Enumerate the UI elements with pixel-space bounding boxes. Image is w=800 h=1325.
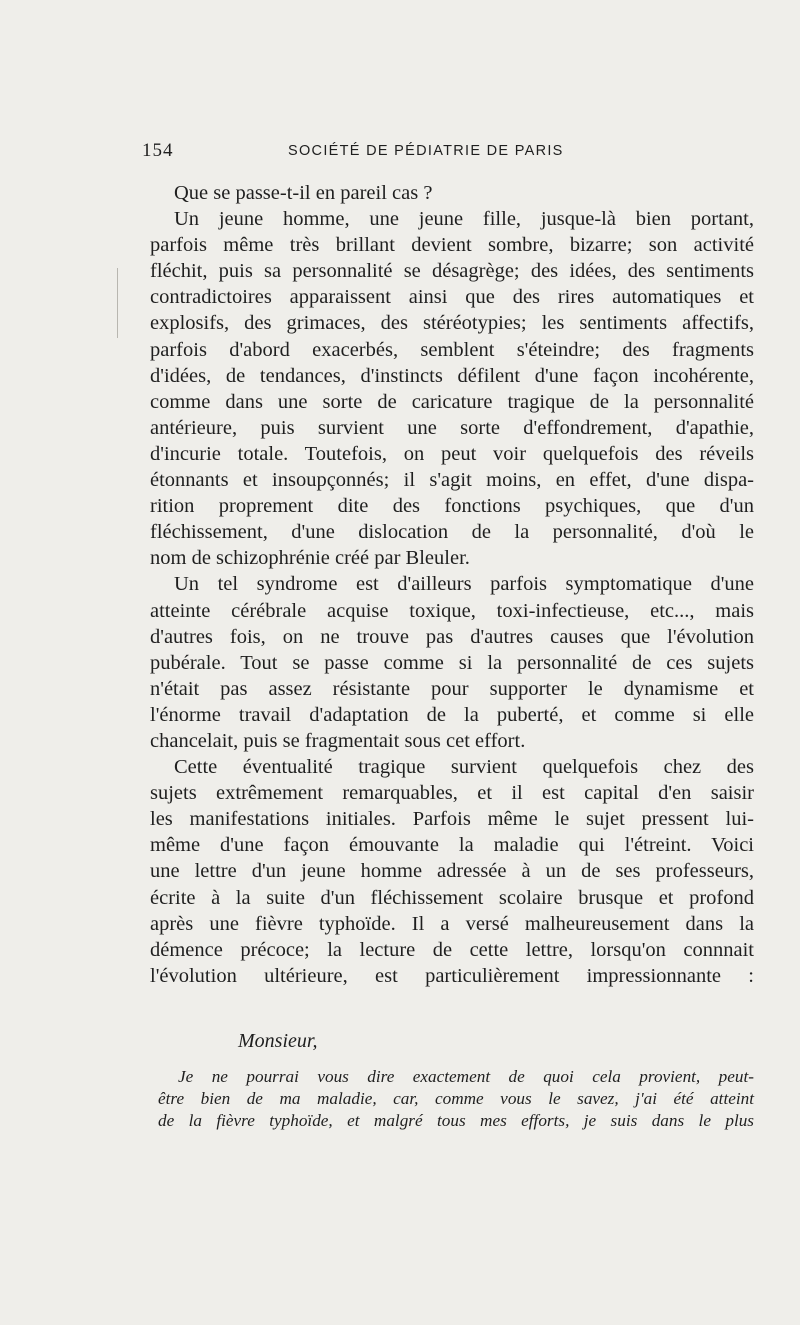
page-number: 154 <box>142 140 174 161</box>
text-line: démence précoce; la lecture de cette lettre, lorsqu'on connnait <box>150 938 754 961</box>
text-line: d'idées, de tendances, d'instincts défilent d'une façon incohérente, <box>150 364 754 387</box>
text-line: explosifs, des grimaces, des stéréotypies; les sentiments affectifs, <box>150 312 754 335</box>
text-line: parfois d'abord exacerbés, semblent s'éteindre; des fragments <box>150 338 754 361</box>
text-line: fléchissement, d'une dislocation de la personnalité, d'où le <box>150 521 754 544</box>
body-text <box>150 180 754 989</box>
text-line: contradictoires apparaissent ainsi que des rires automatiques et <box>150 286 754 309</box>
margin-mark <box>117 268 118 338</box>
text-line: étonnants et insoupçonnés; il s'agit moins, en effet, d'une dispa- <box>150 469 754 492</box>
text-line: nom de schizophrénie créé par Bleuler. <box>150 547 470 570</box>
text-line: après une fièvre typhoïde. Il a versé malheureusement dans la <box>150 912 754 935</box>
running-header <box>142 140 756 166</box>
text-line: comme dans une sorte de caricature tragique de la personnalité <box>150 390 754 413</box>
letter-line: être bien de ma maladie, car, comme vous le savez, j'ai été atteint <box>158 1089 754 1108</box>
text-line: rition proprement dite des fonctions psychiques, que d'un <box>150 495 754 518</box>
text-line: atteinte cérébrale acquise toxique, toxi-infectieuse, etc..., mais <box>150 599 754 622</box>
text-line: les manifestations initiales. Parfois même le sujet pressent lui- <box>150 808 754 831</box>
text-line: n'était pas assez résistante pour supporter le dynamisme et <box>150 677 754 700</box>
letter-salutation: Monsieur, <box>238 1030 318 1052</box>
text-line: fléchit, puis sa personnalité se désagrège; des idées, des sentiments <box>150 260 754 283</box>
text-line: sujets extrêmement remarquables, et il est capital d'en saisir <box>150 782 754 805</box>
text-line: parfois même très brillant devient sombre, bizarre; son activité <box>150 234 754 257</box>
text-line: même d'une façon émouvante la maladie qui l'étreint. Voici <box>150 834 754 857</box>
text-line: une lettre d'un jeune homme adressée à un de ses professeurs, <box>150 860 754 883</box>
text-line: Un jeune homme, une jeune fille, jusque-là bien portant, <box>174 208 754 231</box>
text-line: Un tel syndrome est d'ailleurs parfois symptomatique d'une <box>174 573 754 596</box>
text-line: pubérale. Tout se passe comme si la personnalité de ces sujets <box>150 651 754 674</box>
text-line: d'autres fois, on ne trouve pas d'autres causes que l'évolution <box>150 625 754 648</box>
text-line: d'incurie totale. Toutefois, on peut voir quelquefois des réveils <box>150 442 754 465</box>
text-line: Cette éventualité tragique survient quelquefois chez des <box>174 756 754 779</box>
text-line: écrite à la suite d'un fléchissement scolaire brusque et profond <box>150 886 754 909</box>
text-line: Que se passe-t-il en pareil cas ? <box>174 182 433 204</box>
letter-line: Je ne pourrai vous dire exactement de quoi cela provient, peut- <box>178 1067 754 1086</box>
letter-line: de la fièvre typhoïde, et malgré tous mes efforts, je suis dans le plus <box>158 1111 754 1130</box>
header-title: SOCIÉTÉ DE PÉDIATRIE DE PARIS <box>288 143 564 159</box>
text-line: l'énorme travail d'adaptation de la puberté, et comme si elle <box>150 703 754 726</box>
text-line: l'évolution ultérieure, est particulièrement impressionnante : <box>150 964 754 987</box>
text-line: antérieure, puis survient une sorte d'effondrement, d'apathie, <box>150 416 754 439</box>
letter-text <box>158 1066 754 1132</box>
text-line: chancelait, puis se fragmentait sous cet effort. <box>150 729 526 752</box>
